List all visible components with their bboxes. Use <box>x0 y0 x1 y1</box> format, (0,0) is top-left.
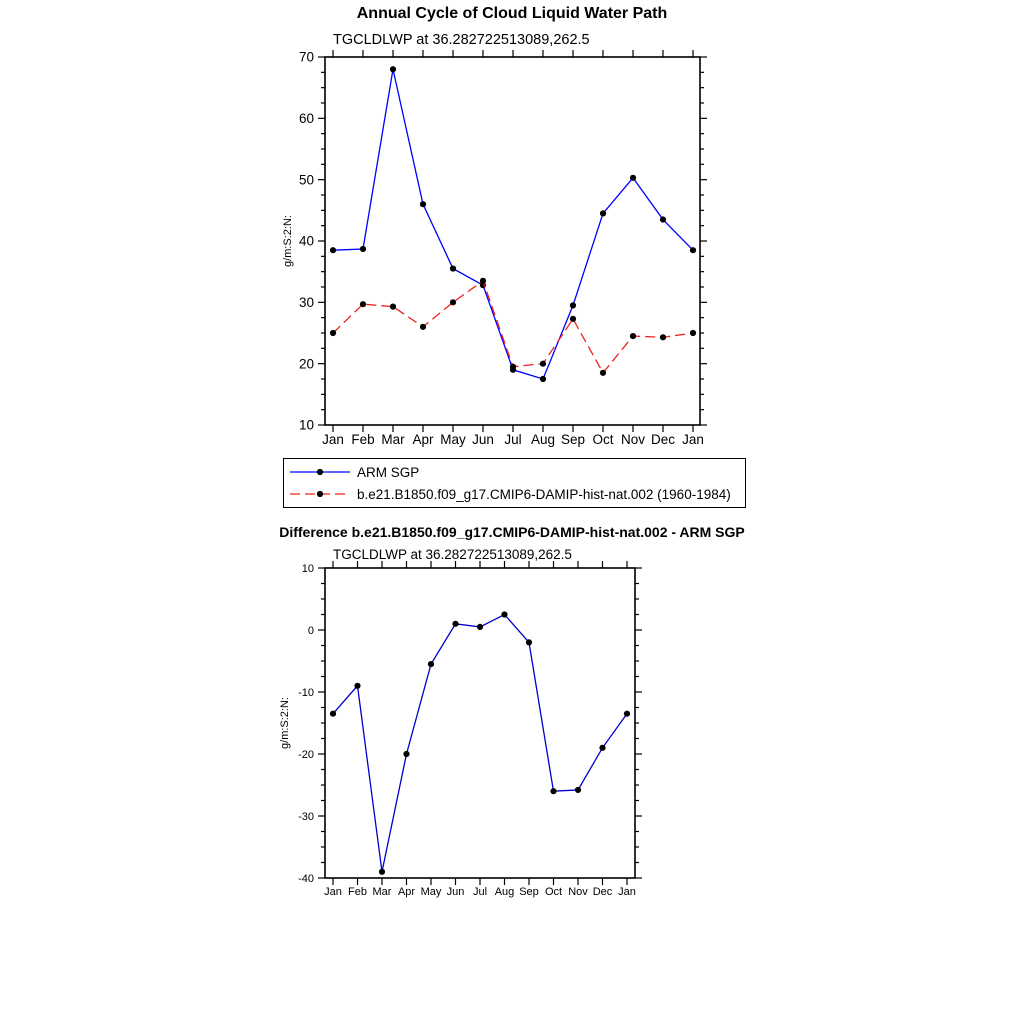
svg-text:Jul: Jul <box>472 886 488 898</box>
legend-entry <box>290 484 739 504</box>
svg-text:Oct: Oct <box>544 886 563 898</box>
svg-text:Aug: Aug <box>494 886 515 898</box>
svg-text:Sep: Sep <box>519 886 539 898</box>
svg-text:Nov: Nov <box>568 886 588 898</box>
bottom-chart-subtitle: TGCLDLWP at 36.282722513089,262.5 <box>333 547 572 562</box>
svg-text:Nov: Nov <box>620 432 646 447</box>
svg-text:60: 60 <box>298 111 314 127</box>
svg-text:Jun: Jun <box>472 432 494 447</box>
svg-text:50: 50 <box>298 172 314 188</box>
svg-text:-10: -10 <box>298 686 314 699</box>
svg-text:Apr: Apr <box>412 432 434 447</box>
svg-text:-40: -40 <box>298 872 314 885</box>
legend-entry-label: ARM SGP <box>357 464 420 480</box>
bottom-chart-title: Difference b.e21.B1850.f09_g17.CMIP6-DAMIP-hist-nat.002 - ARM SGP <box>279 524 745 540</box>
svg-text:Sep: Sep <box>560 432 586 447</box>
svg-text:30: 30 <box>298 295 314 311</box>
svg-text:Jan: Jan <box>682 432 704 447</box>
legend <box>283 458 746 508</box>
legend-line-sample <box>290 466 350 478</box>
svg-text:Feb: Feb <box>351 432 375 447</box>
svg-text:Aug: Aug <box>530 432 556 447</box>
svg-text:Apr: Apr <box>397 886 416 898</box>
svg-text:20: 20 <box>298 356 314 372</box>
svg-text:Jun: Jun <box>446 886 465 898</box>
svg-text:Oct: Oct <box>592 432 614 447</box>
svg-text:Jul: Jul <box>504 432 522 447</box>
svg-text:Jan: Jan <box>618 886 636 898</box>
svg-text:40: 40 <box>298 233 314 249</box>
legend-entry <box>290 462 739 482</box>
svg-text:Jan: Jan <box>324 886 342 898</box>
svg-text:g/m:S:2:N:: g/m:S:2:N: <box>279 697 291 749</box>
svg-text:Dec: Dec <box>592 886 613 898</box>
svg-text:g/m:S:2:N:: g/m:S:2:N: <box>282 215 294 267</box>
top-chart-subtitle: TGCLDLWP at 36.282722513089,262.5 <box>333 32 590 48</box>
legend-entry-label: b.e21.B1850.f09_g17.CMIP6-DAMIP-hist-nat.002 (1960-1984) <box>357 486 731 502</box>
svg-text:Mar: Mar <box>381 432 405 447</box>
svg-text:Feb: Feb <box>348 886 367 898</box>
top-chart-title: Annual Cycle of Cloud Liquid Water Path <box>356 5 668 22</box>
svg-text:Dec: Dec <box>650 432 676 447</box>
svg-text:Mar: Mar <box>372 886 392 898</box>
svg-text:10: 10 <box>301 562 314 575</box>
svg-text:Jan: Jan <box>322 432 344 447</box>
legend-dashed-line-sample <box>290 488 350 500</box>
svg-text:70: 70 <box>298 49 314 65</box>
svg-text:-30: -30 <box>298 810 314 823</box>
svg-text:-20: -20 <box>298 748 314 761</box>
svg-text:0: 0 <box>307 624 314 637</box>
svg-text:May: May <box>420 886 442 898</box>
svg-text:10: 10 <box>298 417 314 433</box>
svg-text:May: May <box>440 432 466 447</box>
